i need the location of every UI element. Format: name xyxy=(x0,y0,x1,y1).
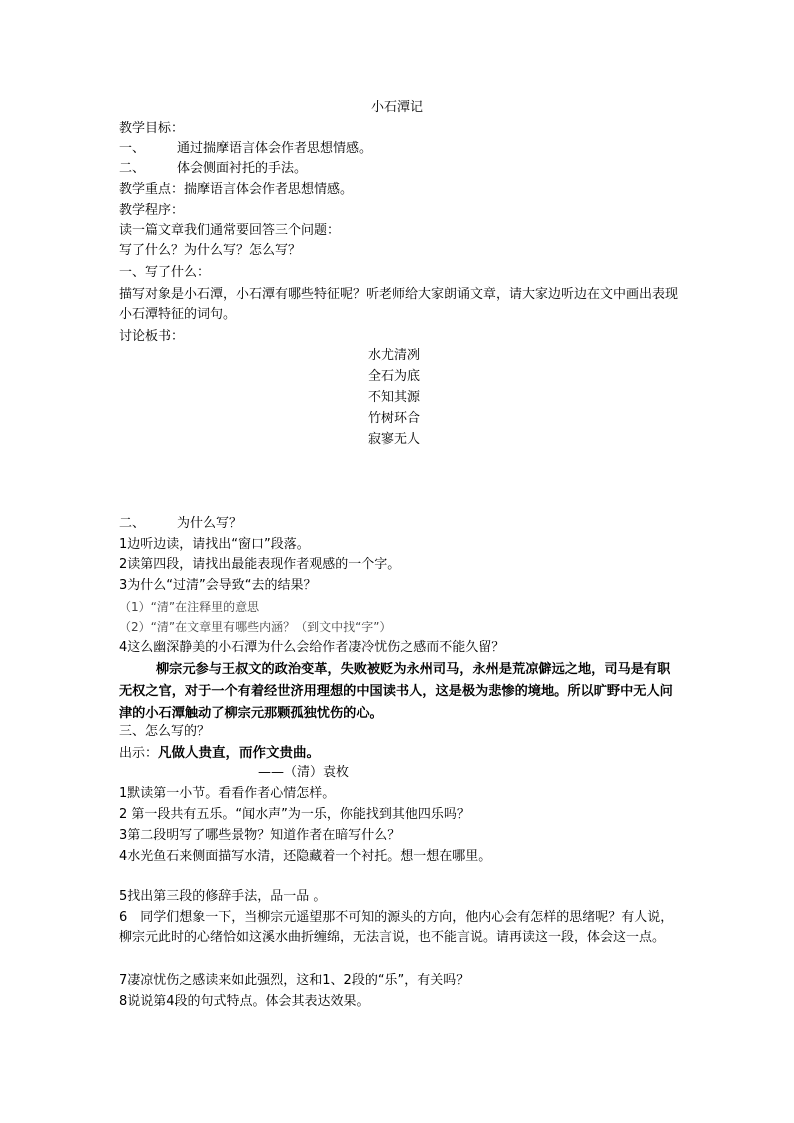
objective-item-2 xyxy=(119,159,307,179)
part3-question-1: 1默读第一小节。看看作者心情怎样。 xyxy=(119,786,336,801)
part3-question-8: 8说说第4段的句式特点。体会其表达效果。 xyxy=(119,994,370,1009)
part2-title: 为什么写？ xyxy=(177,516,243,531)
board-item: 水尤清冽 xyxy=(368,348,421,363)
objective-text: 通过揣摩语言体会作者思想情感。 xyxy=(177,141,373,156)
part3-question-4: 4水光鱼石来侧面描写水清，还隐藏着一个衬托。想一想在哪里。 xyxy=(119,849,492,864)
part1-heading: 一、写了什么： xyxy=(119,265,211,280)
board-item: 竹树环合 xyxy=(368,411,421,426)
part3-question-2: 2 第一段共有五乐。“闻水声”为一乐，你能找到其他四乐吗？ xyxy=(119,807,470,822)
part3-question-5: 5找出第三段的修辞手法，品一品 。 xyxy=(119,889,327,904)
objective-num: 二、 xyxy=(119,161,146,176)
objective-item-1 xyxy=(119,139,372,159)
procedure-heading: 教学程序： xyxy=(119,203,185,218)
board-item: 不知其源 xyxy=(368,390,421,405)
board-item: 全石为底 xyxy=(368,369,421,384)
board-label: 讨论板书： xyxy=(119,329,185,344)
quote-line xyxy=(119,742,320,764)
quote-text: 凡做人贵直，而作文贵曲。 xyxy=(158,745,321,761)
intro-line: 读一篇文章我们通常要回答三个问题： xyxy=(119,223,341,238)
part2-question-3: 3为什么“过清”会导致“去的结果？ xyxy=(119,578,317,593)
part1-text: 描写对象是小石潭，小石潭有哪些特征呢？听老师给大家朗诵文章，请大家边听边在文中画出表现小石潭特征的词句。 xyxy=(119,287,679,322)
part2-question-2: 2读第四段，请找出最能表现作者观感的一个字。 xyxy=(119,557,401,572)
part3-question-7: 7凄凉忧伤之感读来如此强烈，这和1、2段的“乐”，有关吗？ xyxy=(119,973,470,988)
objective-num: 一、 xyxy=(119,141,146,156)
part2-num: 二、 xyxy=(119,516,146,531)
part2-heading xyxy=(119,514,242,534)
objective-text: 体会侧面衬托的手法。 xyxy=(177,161,308,176)
board-item: 寂寥无人 xyxy=(368,432,421,447)
quote-attribution: ——（清）袁枚 xyxy=(258,765,350,780)
part2-question-3a: （1）“清”在注释里的意思 xyxy=(119,600,260,614)
part2-question-4: 4这么幽深静美的小石潭为什么会给作者凄冷忧伤之感而不能久留？ xyxy=(119,640,505,655)
key-point: 教学重点：揣摩语言体会作者思想情感。 xyxy=(119,182,354,197)
quote-label: 出示： xyxy=(119,746,159,761)
part3-question-6: 6 同学们想象一下，当柳宗元遥望那不可知的源头的方向，他内心会有怎样的思绪呢？有人说，柳宗元此时的心绪恰如这溪水曲折缠绵，无法言说，也不能言说。请再读这一段，体会这一点。 xyxy=(119,910,674,945)
three-questions: 写了什么？为什么写？怎么写？ xyxy=(119,243,302,258)
part2-question-3b: （2）“清”在文章里有哪些内涵？（到文中找“字”） xyxy=(119,620,392,634)
part3-question-3: 3第二段明写了哪些景物？知道作者在暗写什么？ xyxy=(119,828,401,843)
part2-question-1: 1边听边读，请找出“窗口”段落。 xyxy=(119,537,310,552)
page-title: 小石潭记 xyxy=(370,100,423,115)
objectives-heading: 教学目标： xyxy=(119,121,185,136)
part3-heading: 三、怎么写的？ xyxy=(119,724,211,739)
part2-answer: 柳宗元参与王叔文的政治变革，失败被贬为永州司马，永州是荒凉僻远之地，司马是有职无权之官，对于一个有着经世济用理想的中国读书人，这是极为悲惨的境地。所以旷野中无人问津的小石潭触动了柳宗元那颗孤独忧伤的心。 xyxy=(119,662,673,721)
